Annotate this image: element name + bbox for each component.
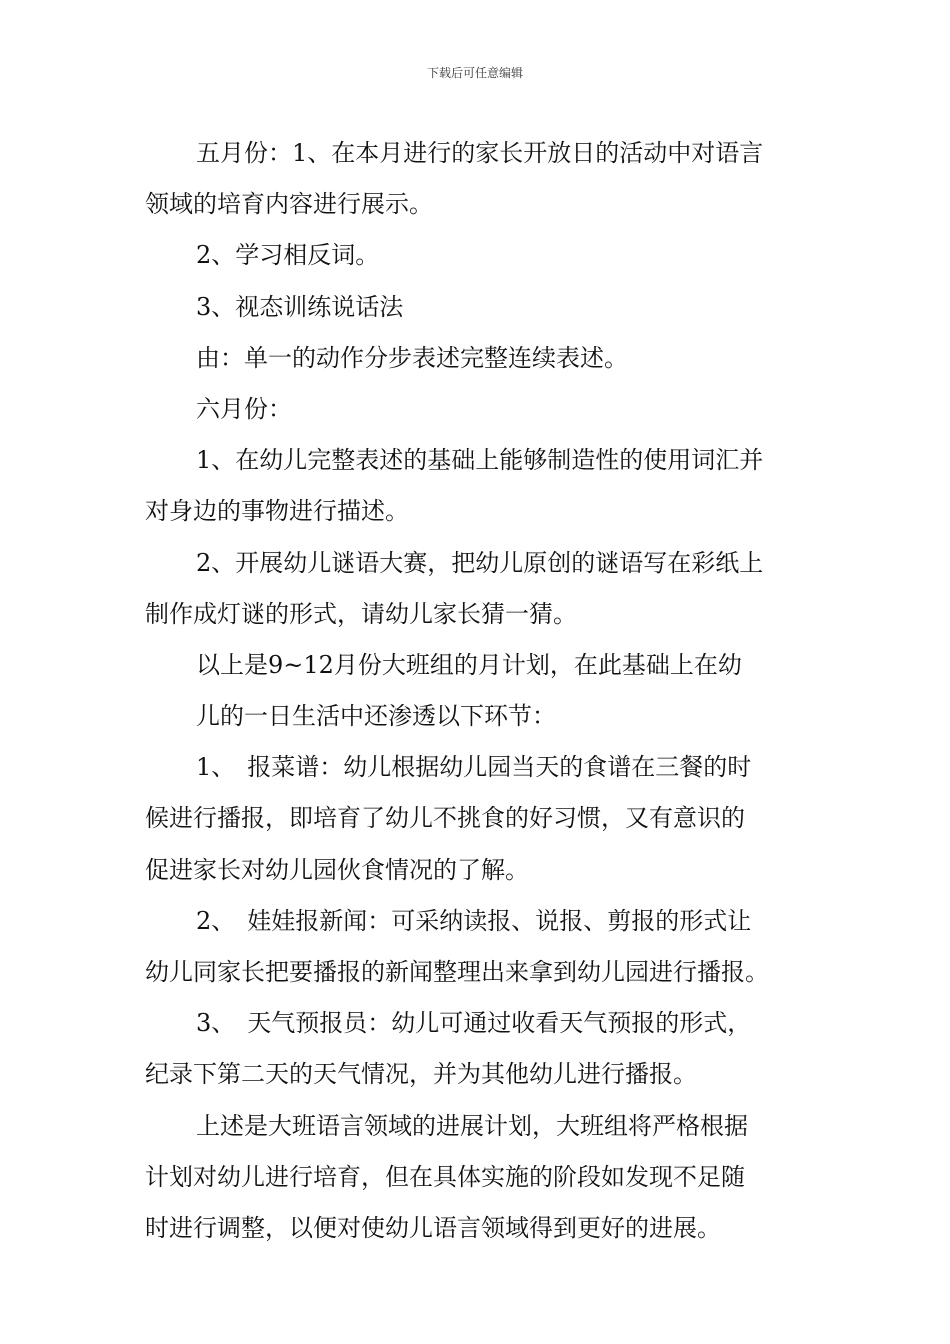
document-body (145, 128, 805, 1254)
text-line: 2、学习相反词。 (196, 241, 380, 270)
text-line: 时进行调整，以便对使幼儿语言领域得到更好的进展。 (145, 1213, 721, 1242)
text-line: 五月份：1、在本月进行的家长开放日的活动中对语言 (196, 139, 764, 167)
text-line: 促进家长对幼儿园伙食情况的了解。 (145, 855, 529, 884)
text-line: 儿的一日生活中还渗透以下环节： (196, 702, 556, 731)
text-line: 候进行播报，即培育了幼儿不挑食的好习惯，又有意识的 (145, 804, 745, 833)
page-header: 下载后可任意编辑 (426, 66, 523, 80)
text-line: 2、开展幼儿谜语大赛，把幼儿原创的谜语写在彩纸上 (196, 548, 764, 577)
text-line: 1、 报菜谱：幼儿根据幼儿园当天的食谱在三餐的时 (196, 753, 752, 782)
text-line: 由：单一的动作分步表述完整连续表述。 (196, 343, 628, 372)
text-line: 1、在幼儿完整表述的基础上能够制造性的使用词汇并 (196, 446, 764, 475)
text-line: 上述是大班语言领域的进展计划，大班组将严格根据 (196, 1111, 748, 1140)
text-line: 纪录下第二天的天气情况，并为其他幼儿进行播报。 (145, 1060, 697, 1089)
text-line: 幼儿同家长把要播报的新闻整理出来拿到幼儿园进行播报。 (145, 958, 769, 986)
text-line: 2、 娃娃报新闻：可采纳读报、说报、剪报的形式让 (196, 906, 752, 935)
text-line: 以上是9~12月份大班组的月计划，在此基础上在幼 (196, 650, 742, 679)
text-line: 3、视态训练说话法 (196, 292, 404, 321)
text-line: 计划对幼儿进行培育，但在具体实施的阶段如发现不足随 (145, 1162, 745, 1191)
text-line: 对身边的事物进行描述。 (145, 497, 409, 526)
text-line: 六月份： (196, 394, 292, 423)
text-line: 领域的培育内容进行展示。 (145, 190, 433, 219)
text-line: 制作成灯谜的形式，请幼儿家长猜一猜。 (145, 599, 577, 628)
text-line: 3、 天气预报员：幼儿可通过收看天气预报的形式， (196, 1009, 752, 1038)
